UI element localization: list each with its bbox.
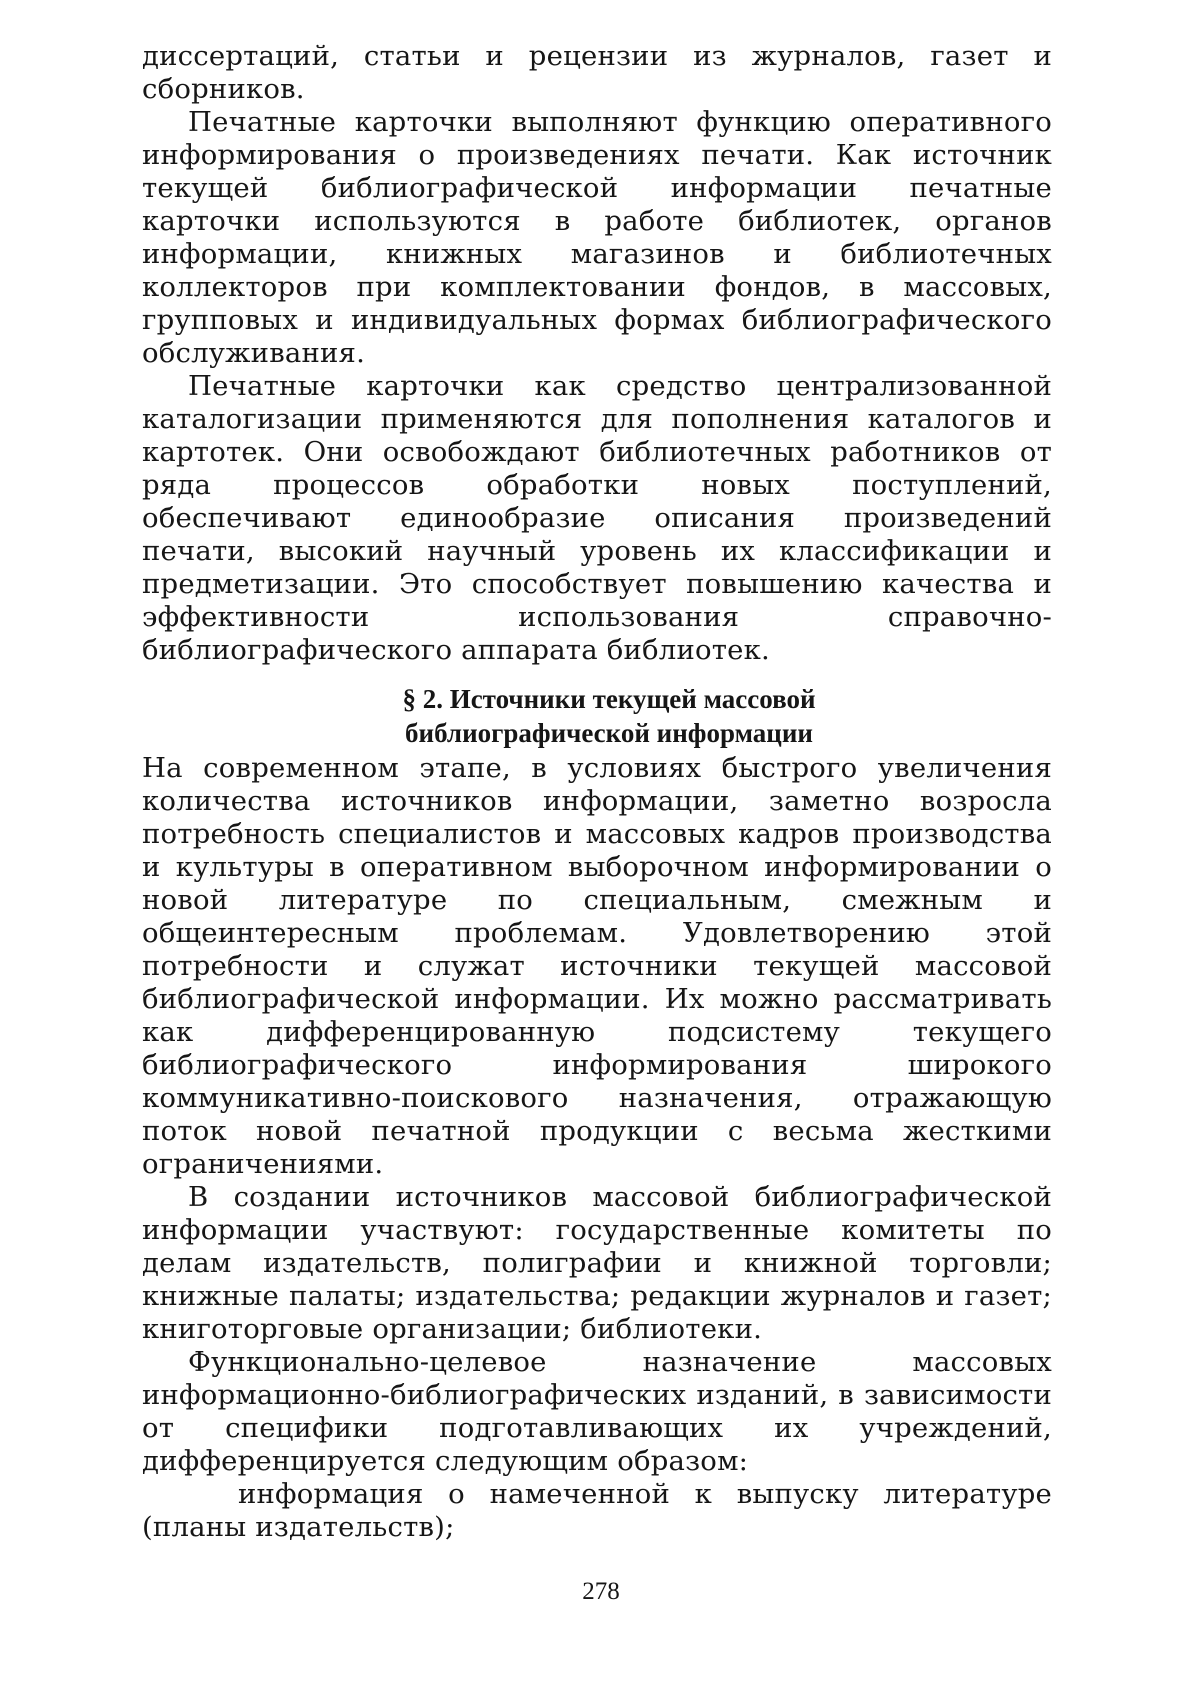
list-item-publisher-plans: информация о намеченной к выпуску литературе (планы издательств); <box>142 1478 1052 1543</box>
paragraph-printed-cards-function: Печатные карточки выполняют функцию оперативного информирования о произведениях печати. Как источник текущей библиографической информации печатные карточки используются в работе библиотек, органов информации, книжных магазинов и библиотечных коллекторов при комплектовании фондов, в массовых, групповых и индивидуальных формах библиографического обслуживания. <box>142 106 1052 369</box>
page-number: 278 <box>582 1578 620 1605</box>
section-heading <box>142 682 1052 750</box>
paragraph-centralized-cataloging: Печатные карточки как средство централизованной каталогизации применяются для пополнения каталогов и картотек. Они освобождают библиотечных работников от ряда процессов обработки новых поступлений, обеспечивают единообразие описания произведений печати, высокий научный уровень их классификации и предметизации. Это способствует повышению качества и эффективности использования справочно-библиографического аппарата библиотек. <box>142 370 1052 666</box>
section-heading-line-1: § 2. Источники текущей массовой <box>402 684 816 714</box>
paragraph-current-stage: На современном этапе, в условиях быстрого увеличения количества источников информации, заметно возросла потребность специалистов и массовых кадров производства и культуры в оперативном выборочном информировании о новой литературе по специальным, смежным и общеинтересным проблемам. Удовлетворению этой потребности и служат источники текущей массовой библиографической информации. Их можно рассматривать как дифференцированную подсистему текущего библиографического информирования широкого коммуникативно-поискового назначения, отражающую поток новой печатной продукции с весьма жесткими ограничениями. <box>142 752 1052 1180</box>
paragraph-participants: В создании источников массовой библиографической информации участвуют: государственные комитеты по делам издательств, полиграфии и книжной торговли; книжные палаты; издательства; редакции журналов и газет; книготорговые организации; библиотеки. <box>142 1181 1052 1345</box>
continuation-paragraph: диссертаций, статьи и рецензии из журналов, газет и сборников. <box>142 40 1052 105</box>
lower-text-block <box>142 752 1052 1544</box>
upper-text-block <box>142 40 1052 667</box>
paragraph-functional-purpose: Функционально-целевое назначение массовых информационно-библиографических изданий, в зависимости от специфики подготавливающих их учреждений, дифференцируется следующим образом: <box>142 1346 1052 1477</box>
section-heading-line-2: библиографической информации <box>405 718 813 748</box>
